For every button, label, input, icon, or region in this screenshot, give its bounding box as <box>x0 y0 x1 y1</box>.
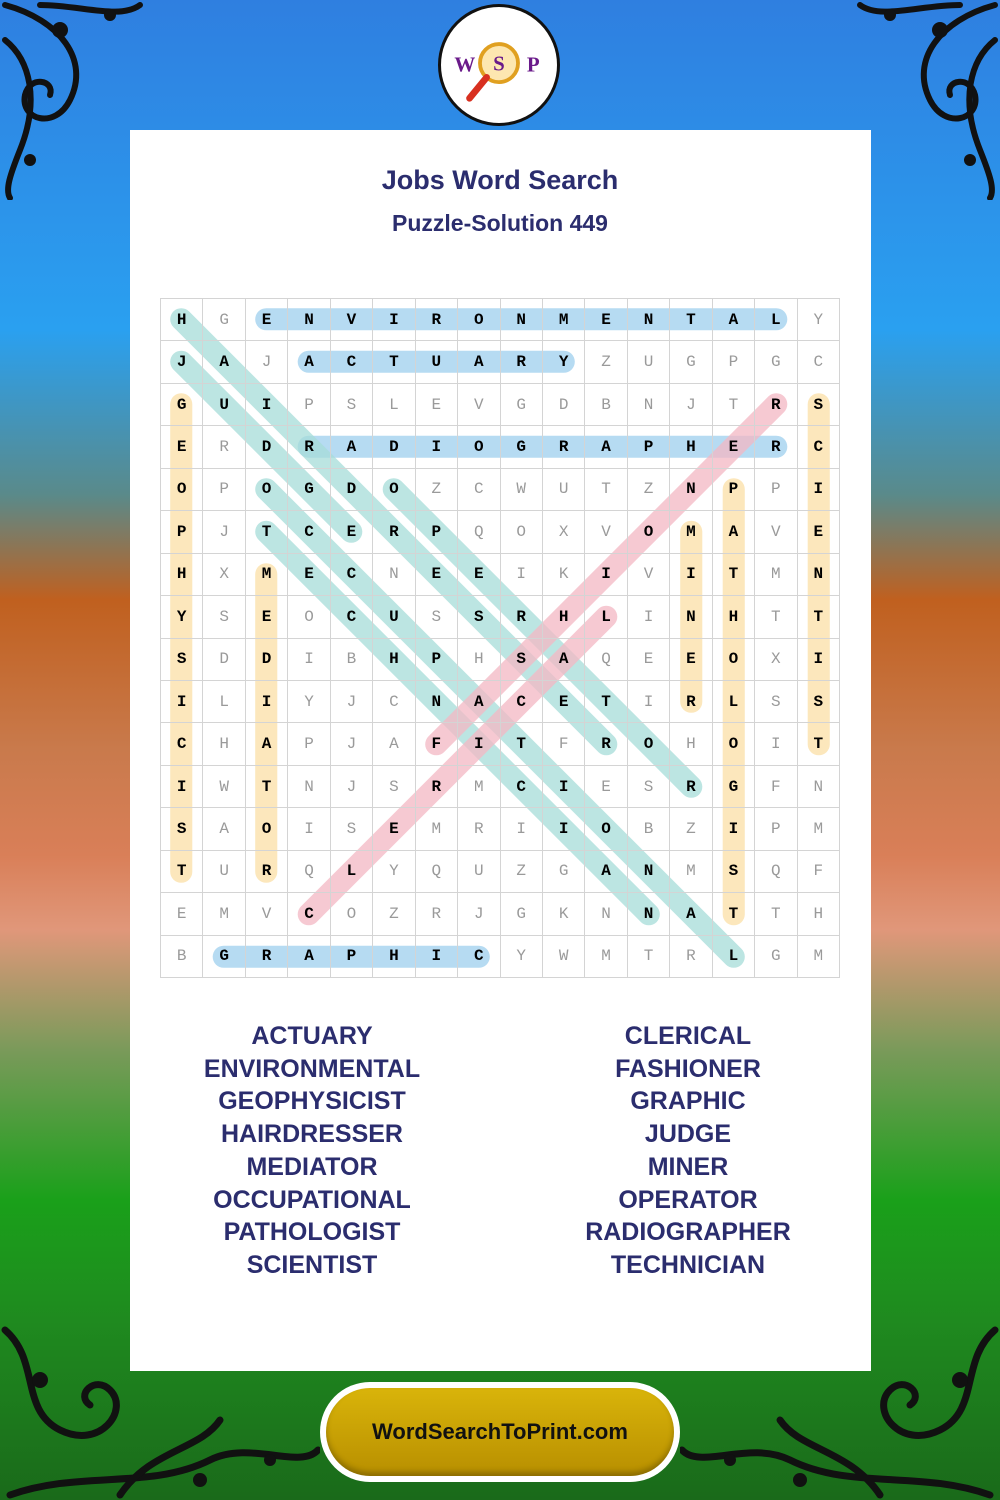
letter-grid <box>160 298 840 978</box>
grid-cell: N <box>628 299 670 341</box>
word-list-item: MINER <box>647 1152 729 1181</box>
grid-cell: E <box>331 511 373 553</box>
grid-cell: R <box>416 893 458 935</box>
grid-cell: R <box>501 341 543 383</box>
grid-cell: S <box>331 384 373 426</box>
grid-cell: D <box>203 639 245 681</box>
grid-cell: Y <box>798 299 840 341</box>
grid-cell: D <box>373 426 415 468</box>
grid-cell: E <box>416 554 458 596</box>
grid-cell: Q <box>585 639 627 681</box>
grid-cell: A <box>288 341 330 383</box>
word-list-item: PATHOLOGIST <box>223 1218 401 1247</box>
grid-cell: E <box>246 299 288 341</box>
grid-cell: G <box>501 893 543 935</box>
grid-cell: L <box>203 681 245 723</box>
grid-cell: W <box>203 766 245 808</box>
grid-cell: O <box>373 469 415 511</box>
grid-cell: F <box>755 766 797 808</box>
word-list-right <box>523 1020 853 1282</box>
grid-cell: T <box>501 723 543 765</box>
grid-cell: A <box>458 341 500 383</box>
grid-cell: C <box>373 681 415 723</box>
grid-cell: A <box>543 639 585 681</box>
grid-cell: H <box>373 639 415 681</box>
grid-cell: O <box>628 511 670 553</box>
grid-cell: U <box>373 596 415 638</box>
grid-cell: P <box>713 469 755 511</box>
grid-cell: N <box>628 384 670 426</box>
grid-cell: L <box>331 851 373 893</box>
word-list-item: OPERATOR <box>618 1185 758 1214</box>
grid-cell: D <box>246 639 288 681</box>
grid-cell: I <box>288 639 330 681</box>
grid-cell: M <box>543 299 585 341</box>
grid-cell: B <box>331 639 373 681</box>
grid-cell: A <box>585 851 627 893</box>
grid-cell: I <box>416 426 458 468</box>
grid-cell: S <box>755 681 797 723</box>
grid-cell: E <box>246 596 288 638</box>
grid-cell: L <box>713 681 755 723</box>
grid-cell: E <box>670 639 712 681</box>
grid-cell: N <box>798 766 840 808</box>
grid-cell: C <box>331 554 373 596</box>
grid-cell: O <box>585 808 627 850</box>
grid-cell: I <box>543 766 585 808</box>
grid-cell: D <box>331 469 373 511</box>
word-list-item: RADIOGRAPHER <box>585 1218 791 1247</box>
word-list-item: GEOPHYSICIST <box>218 1087 406 1116</box>
word-list-item: JUDGE <box>644 1120 732 1149</box>
grid-cell: N <box>628 851 670 893</box>
grid-cell: V <box>458 384 500 426</box>
grid-cell: U <box>628 341 670 383</box>
grid-cell: N <box>373 554 415 596</box>
grid-cell: J <box>331 681 373 723</box>
grid-cell: S <box>331 808 373 850</box>
grid-cell: H <box>458 639 500 681</box>
grid-cell: T <box>713 554 755 596</box>
grid-cell: J <box>670 384 712 426</box>
grid-cell: C <box>501 766 543 808</box>
grid-cell: Z <box>416 469 458 511</box>
grid-cell: I <box>161 681 203 723</box>
word-list-item: CLERICAL <box>624 1022 752 1050</box>
grid-cell: A <box>246 723 288 765</box>
grid-cell: E <box>373 808 415 850</box>
grid-cell: U <box>203 851 245 893</box>
grid-cell: I <box>458 723 500 765</box>
grid-cell: O <box>501 511 543 553</box>
grid-cell: V <box>585 511 627 553</box>
grid-cell: O <box>288 596 330 638</box>
grid-cell: T <box>713 893 755 935</box>
grid-cell: M <box>246 554 288 596</box>
grid-cell: M <box>755 554 797 596</box>
grid-cell: U <box>458 851 500 893</box>
grid-cell: H <box>670 723 712 765</box>
grid-cell: O <box>161 469 203 511</box>
grid-cell: M <box>798 808 840 850</box>
grid-cell: H <box>670 426 712 468</box>
grid-cell: N <box>628 893 670 935</box>
grid-cell: Z <box>628 469 670 511</box>
word-list <box>0 1020 1000 1290</box>
grid-cell: K <box>543 893 585 935</box>
grid-cell: I <box>373 299 415 341</box>
grid-cell: G <box>755 936 797 978</box>
grid-cell: I <box>713 808 755 850</box>
grid-cell: L <box>585 596 627 638</box>
grid-cell: G <box>501 426 543 468</box>
grid-cell: O <box>713 639 755 681</box>
word-list-item: TECHNICIAN <box>610 1250 766 1279</box>
grid-cell: E <box>161 426 203 468</box>
grid-cell: N <box>798 554 840 596</box>
grid-cell: G <box>713 766 755 808</box>
grid-cell: A <box>458 681 500 723</box>
grid-cell: I <box>288 808 330 850</box>
grid-cell: G <box>501 384 543 426</box>
grid-cell: A <box>713 511 755 553</box>
grid-cell: Q <box>288 851 330 893</box>
grid-cell: F <box>543 723 585 765</box>
grid-cell: P <box>416 511 458 553</box>
grid-cell: T <box>798 596 840 638</box>
grid-cell: V <box>628 554 670 596</box>
grid-cell: N <box>670 596 712 638</box>
grid-cell: C <box>288 893 330 935</box>
grid-cell: I <box>798 469 840 511</box>
grid-cell: J <box>331 766 373 808</box>
word-list-left <box>147 1020 477 1282</box>
grid-cell: M <box>416 808 458 850</box>
grid-cell: I <box>755 723 797 765</box>
grid-cell: I <box>416 936 458 978</box>
grid-cell: E <box>543 681 585 723</box>
grid-cell: A <box>203 341 245 383</box>
grid-cell: I <box>585 554 627 596</box>
grid-cell: C <box>161 723 203 765</box>
grid-cell: W <box>543 936 585 978</box>
grid-cell: Z <box>501 851 543 893</box>
word-list-item: HAIRDRESSER <box>221 1120 403 1149</box>
grid-cell: Z <box>670 808 712 850</box>
grid-cell: G <box>670 341 712 383</box>
word-list-item: ENVIRONMENTAL <box>203 1054 421 1083</box>
grid-cell: K <box>543 554 585 596</box>
grid-cell: J <box>161 341 203 383</box>
grid-cell: S <box>798 384 840 426</box>
grid-cell: G <box>543 851 585 893</box>
grid-cell: P <box>288 384 330 426</box>
grid-cell: T <box>585 681 627 723</box>
grid-cell: O <box>628 723 670 765</box>
grid-cell: P <box>288 723 330 765</box>
grid-cell: U <box>543 469 585 511</box>
grid-cell: R <box>416 299 458 341</box>
grid-cell: R <box>585 723 627 765</box>
grid-cell: R <box>203 426 245 468</box>
grid-cell: R <box>501 596 543 638</box>
grid-cell: G <box>288 469 330 511</box>
grid-cell: C <box>458 469 500 511</box>
grid-cell: M <box>670 511 712 553</box>
grid-cell: C <box>501 681 543 723</box>
grid-cell: W <box>501 469 543 511</box>
grid-cell: U <box>416 341 458 383</box>
grid-cell: R <box>670 681 712 723</box>
grid-cell: H <box>373 936 415 978</box>
wsp-logo <box>438 4 560 126</box>
grid-cell: T <box>755 596 797 638</box>
grid-cell: X <box>203 554 245 596</box>
grid-cell: N <box>288 299 330 341</box>
grid-cell: H <box>161 299 203 341</box>
grid-cell: I <box>628 681 670 723</box>
puzzle-subtitle: Puzzle-Solution 449 <box>392 210 608 236</box>
grid-cell: S <box>161 808 203 850</box>
grid-cell: H <box>798 893 840 935</box>
grid-cell: S <box>501 639 543 681</box>
grid-cell: Q <box>416 851 458 893</box>
grid-cell: D <box>543 384 585 426</box>
grid-cell: I <box>798 639 840 681</box>
grid-cell: T <box>246 511 288 553</box>
word-list-item: FASHIONER <box>615 1054 761 1083</box>
grid-cell: N <box>416 681 458 723</box>
grid-cell: P <box>416 639 458 681</box>
grid-cell: N <box>585 893 627 935</box>
grid-cell: U <box>203 384 245 426</box>
grid-cell: M <box>798 936 840 978</box>
grid-cell: Z <box>373 893 415 935</box>
grid-cell: F <box>416 723 458 765</box>
grid-cell: G <box>161 384 203 426</box>
grid-cell: G <box>203 299 245 341</box>
word-list-item: GRAPHIC <box>630 1087 746 1116</box>
grid-cell: H <box>713 596 755 638</box>
grid-cell: C <box>798 426 840 468</box>
grid-cell: J <box>203 511 245 553</box>
grid-cell: M <box>585 936 627 978</box>
grid-cell: B <box>161 936 203 978</box>
grid-cell: J <box>246 341 288 383</box>
grid-cell: Y <box>288 681 330 723</box>
grid-cell: P <box>161 511 203 553</box>
grid-cell: I <box>628 596 670 638</box>
grid-cell: S <box>628 766 670 808</box>
grid-cell: T <box>798 723 840 765</box>
grid-cell: O <box>331 893 373 935</box>
grid-cell: T <box>713 384 755 426</box>
grid-cell: R <box>246 936 288 978</box>
grid-cell: R <box>543 426 585 468</box>
grid-cell: P <box>755 808 797 850</box>
grid-cell: I <box>543 808 585 850</box>
grid-cell: L <box>713 936 755 978</box>
grid-cell: R <box>416 766 458 808</box>
grid-cell: H <box>543 596 585 638</box>
grid-cell: E <box>585 299 627 341</box>
word-list-item: MEDIATOR <box>246 1152 378 1181</box>
grid-cell: Y <box>543 341 585 383</box>
grid-cell: L <box>373 384 415 426</box>
grid-cell: R <box>288 426 330 468</box>
grid-cell: A <box>331 426 373 468</box>
grid-cell: P <box>713 341 755 383</box>
grid-cell: H <box>161 554 203 596</box>
grid-cell: N <box>501 299 543 341</box>
grid-cell: M <box>203 893 245 935</box>
grid-cell: R <box>458 808 500 850</box>
grid-cell: V <box>246 893 288 935</box>
grid-cell: B <box>628 808 670 850</box>
grid-cell: N <box>670 469 712 511</box>
grid-cell: S <box>713 851 755 893</box>
puzzle-title: Jobs Word Search <box>381 165 619 195</box>
grid-cell: X <box>755 639 797 681</box>
grid-cell: Y <box>501 936 543 978</box>
grid-cell: Y <box>373 851 415 893</box>
grid-cell: E <box>585 766 627 808</box>
grid-cell: C <box>458 936 500 978</box>
grid-cell: R <box>755 384 797 426</box>
grid-cell: M <box>458 766 500 808</box>
grid-cell: O <box>713 723 755 765</box>
grid-cell: N <box>288 766 330 808</box>
grid-cell: T <box>373 341 415 383</box>
grid-cell: I <box>501 808 543 850</box>
grid-cell: E <box>458 554 500 596</box>
grid-cell: O <box>458 426 500 468</box>
word-search-grid <box>160 298 840 978</box>
website-button[interactable] <box>320 1382 680 1482</box>
grid-cell: I <box>161 766 203 808</box>
word-list-item: ACTUARY <box>251 1022 373 1050</box>
grid-cell: C <box>331 341 373 383</box>
grid-cell: J <box>458 893 500 935</box>
grid-cell: R <box>373 511 415 553</box>
grid-cell: S <box>161 639 203 681</box>
logo-letter-s: S <box>493 51 505 76</box>
grid-cell: I <box>501 554 543 596</box>
grid-cell: S <box>373 766 415 808</box>
grid-cell: Q <box>458 511 500 553</box>
grid-cell: C <box>331 596 373 638</box>
grid-cell: P <box>203 469 245 511</box>
grid-cell: S <box>203 596 245 638</box>
grid-cell: C <box>288 511 330 553</box>
website-label: WordSearchToPrint.com <box>326 1388 674 1476</box>
grid-cell: O <box>458 299 500 341</box>
grid-cell: E <box>288 554 330 596</box>
grid-cell: S <box>416 596 458 638</box>
grid-cell: S <box>458 596 500 638</box>
grid-cell: P <box>755 469 797 511</box>
grid-cell: T <box>246 766 288 808</box>
word-list-item: SCIENTIST <box>246 1250 378 1279</box>
grid-cell: F <box>798 851 840 893</box>
grid-cell: E <box>161 893 203 935</box>
grid-cell: D <box>246 426 288 468</box>
grid-cell: C <box>798 341 840 383</box>
logo-letter-p: P <box>526 52 540 77</box>
grid-cell: E <box>713 426 755 468</box>
grid-cell: J <box>331 723 373 765</box>
grid-cell: R <box>670 766 712 808</box>
grid-cell: V <box>331 299 373 341</box>
grid-cell: A <box>585 426 627 468</box>
grid-cell: R <box>246 851 288 893</box>
grid-cell: E <box>416 384 458 426</box>
grid-cell: T <box>161 851 203 893</box>
grid-cell: T <box>628 936 670 978</box>
grid-cell: O <box>246 469 288 511</box>
grid-cell: P <box>331 936 373 978</box>
grid-cell: A <box>713 299 755 341</box>
grid-cell: I <box>246 681 288 723</box>
grid-cell: P <box>628 426 670 468</box>
grid-cell: S <box>798 681 840 723</box>
grid-cell: G <box>755 341 797 383</box>
grid-cell: A <box>670 893 712 935</box>
grid-cell: Z <box>585 341 627 383</box>
grid-cell: A <box>203 808 245 850</box>
grid-cell: E <box>798 511 840 553</box>
logo-letter-w: W <box>454 52 476 77</box>
grid-cell: G <box>203 936 245 978</box>
grid-cell: T <box>755 893 797 935</box>
grid-cell: Q <box>755 851 797 893</box>
word-list-item: OCCUPATIONAL <box>213 1185 411 1214</box>
grid-cell: T <box>585 469 627 511</box>
grid-cell: Y <box>161 596 203 638</box>
grid-cell: E <box>628 639 670 681</box>
grid-cell: O <box>246 808 288 850</box>
grid-cell: M <box>670 851 712 893</box>
grid-cell: I <box>670 554 712 596</box>
grid-cell: R <box>670 936 712 978</box>
grid-cell: A <box>373 723 415 765</box>
grid-cell: R <box>755 426 797 468</box>
grid-cell: V <box>755 511 797 553</box>
grid-cell: B <box>585 384 627 426</box>
grid-cell: X <box>543 511 585 553</box>
grid-cell: L <box>755 299 797 341</box>
grid-cell: I <box>246 384 288 426</box>
grid-cell: H <box>203 723 245 765</box>
grid-cell: A <box>288 936 330 978</box>
grid-cell: T <box>670 299 712 341</box>
